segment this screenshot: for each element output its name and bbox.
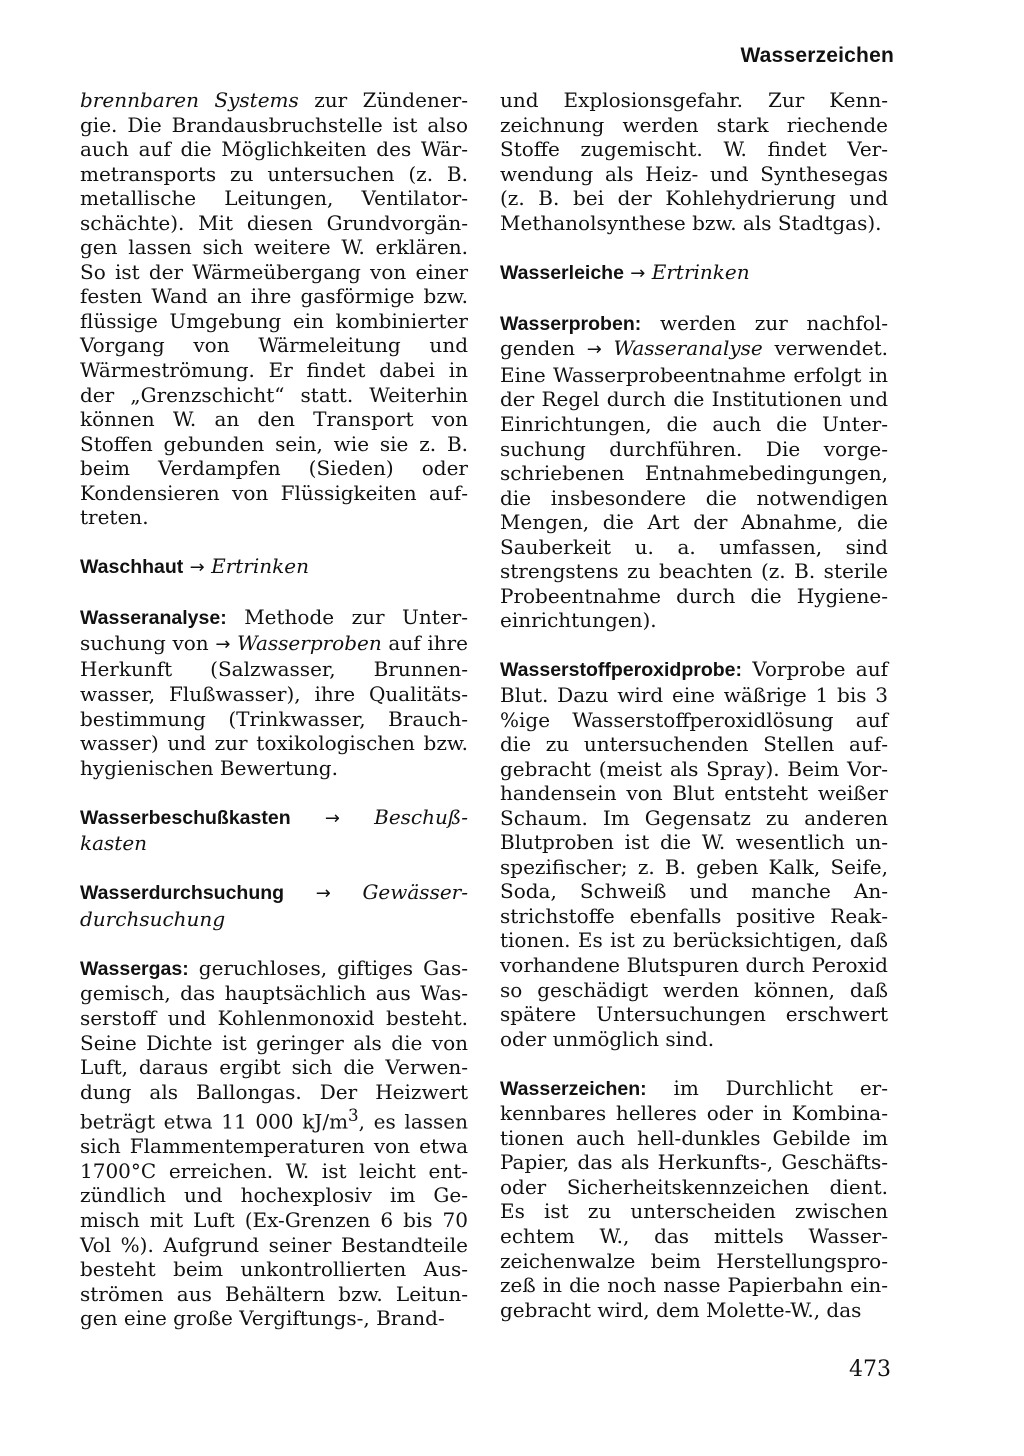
cross-reference: Beschußkasten [80, 804, 469, 856]
entry-text: verwendet. Eine Wasserprobeentnahme erfolgt in der Regel durch die Institutionen und Einrichtungen, die auch die Untersuchung durchführen. Die vorgeschriebenen Entnahmebedingungen, die insbesondere die notwendigen Mengen, die Art der Abnahme, die Sauberkeit u. a. umfassen, sind strengstens zu beachten (z. B. sterile Probeentnahme durch die Hygieneeinrichtungen). [500, 336, 889, 633]
entry-term: Wassergas: [80, 957, 189, 980]
entry-wasseranalyse [80, 605, 468, 780]
left-column [80, 88, 468, 1331]
continuation-text: zur Zündenergie. Die Brandausbruchstelle ist also auch auf die Möglichkeiten des Wärmetransports zu untersuchen (z. B. metallische Leitungen, Ventilatorschächte). Mit diesen Grundvorgängen lassen sich weitere W. erklären. So ist der Wärmeübergang von einer festen Wand an ihre gasförmige bzw. flüssige Umgebung ein kombinierter Vorgang von Wärmeleitung und Wärmeströmung. Er findet dabei in der „Grenzschicht“ statt. Weiterhin können W. an den Transport von Stoffen gebunden sein, wie sie z. B. beim Verdampfen (Sieden) oder Kondensieren von Flüssigkeiten auftreten. [80, 88, 468, 530]
arrow-icon: → [315, 883, 331, 905]
entry-text: Methode zur Untersuchung von [80, 605, 468, 655]
entry-text: geruchloses, giftiges Gasgemisch, das hauptsächlich aus Wasserstoff und Kohlenmonoxid besteht. Seine Dichte ist geringer als die von Luft, daraus ergibt sich die Verwendung als Ballongas. Der Heizwert beträgt etwa 11 000 kJ/m [80, 955, 468, 1134]
cross-reference: Wasserproben [237, 630, 382, 655]
entry-wassergas [80, 956, 468, 1331]
arrow-icon: → [189, 557, 205, 579]
entry-text: im Durchlicht erkennbares helleres oder in Kombinationen auch hell-dunkles Gebilde im Papier, das als Herkunfts-, Geschäftsoder Sicherheitskennzeichen dient. Es ist zu unterscheiden zwischen echtem W., das mittels Wasserzeichenwalze beim Herstellungsprozeß in die noch nasse Papierbahn eingebracht wird, dem Molette-W., das [500, 1075, 888, 1322]
entry-continuation-left [80, 88, 468, 530]
entry-wasserzeichen [500, 1076, 888, 1322]
continuation-lead: brennbaren Systems [80, 88, 299, 112]
page-number: 473 [849, 1357, 891, 1382]
entry-continuation-right: und Explosionsgefahr. Zur Kennzeichnung werden stark riechende Stoffe zugemischt. W. findet Verwendung als Heiz- und Synthesegas (z. B. bei der Kohlehydrierung und Methanolsynthese bzw. als Stadtgas). [500, 88, 888, 235]
entry-text: auf ihre Herkunft (Salzwasser, Brunnenwasser, Flußwasser), ihre Qualitätsbestimmung (Trinkwasser, Brauchwasser) und zur toxikologischen bzw. hygienischen Bewertung. [80, 630, 468, 780]
cross-reference: Wasseranalyse [613, 336, 763, 361]
entry-term: Wasserleiche [500, 261, 624, 284]
arrow-icon: → [586, 339, 602, 361]
entry-text: werden zur nachfolgenden [500, 310, 888, 361]
running-head: Wasserzeichen [740, 44, 894, 67]
entry-waschhaut [80, 554, 468, 581]
entry-term: Wasseranalyse: [80, 607, 227, 630]
entry-term: Wasserzeichen: [500, 1077, 647, 1100]
entry-wasserleiche [500, 260, 888, 287]
entry-wasserproben [500, 311, 888, 633]
arrow-icon: → [215, 633, 231, 655]
cross-reference: Gewässerdurchsuchung [80, 880, 468, 931]
right-column [500, 88, 888, 1322]
entry-wasserbeschusskasten [80, 805, 468, 856]
superscript: 3 [348, 1106, 359, 1126]
entry-term: Wasserbeschußkasten [80, 806, 291, 829]
entry-text: Vorprobe auf Blut. Dazu wird eine wäßrige 1 bis 3 %ige Wasserstoffperoxidlösung auf die zu untersuchenden Stellen aufgebracht (meist als Spray). Beim Vorhandensein von Blut entsteht weißer Schaum. Im Gegensatz zu anderen Blutproben ist die W. wesentlich unspezifischer; z. B. geben Kalk, Seife, Soda, Schweiß und manche Anstrichstoffe ebenfalls positive Reaktionen. Es ist zu berücksichtigen, daß vorhandene Blutspuren durch Peroxid so geschädigt werden können, daß spätere Untersuchungen erschwert oder unmöglich sind. [500, 657, 888, 1051]
arrow-icon: → [324, 807, 340, 829]
entry-term: Wasserdurchsuchung [80, 882, 285, 905]
entry-text: , es lassen sich Flammentemperaturen von etwa 1700°C erreichen. W. ist leicht entzündlich und hochexplosiv im Gemisch mit Luft (Ex-Grenzen 6 bis 70 Vol %). Aufgrund seiner Bestandteile besteht beim unkontrollierten Ausströmen aus Behältern bzw. Leitungen eine große Vergiftungs-, Brand- [80, 1109, 468, 1331]
entry-term: Wasserstoffperoxidprobe: [500, 659, 742, 682]
arrow-icon: → [630, 262, 646, 284]
cross-reference: Ertrinken [211, 554, 309, 579]
entry-wasserdurchsuchung [80, 880, 468, 931]
entry-wasserstoffperoxidprobe [500, 657, 888, 1051]
entry-term: Waschhaut [80, 556, 184, 579]
cross-reference: Ertrinken [651, 259, 750, 284]
entry-term: Wasserproben: [500, 312, 642, 335]
